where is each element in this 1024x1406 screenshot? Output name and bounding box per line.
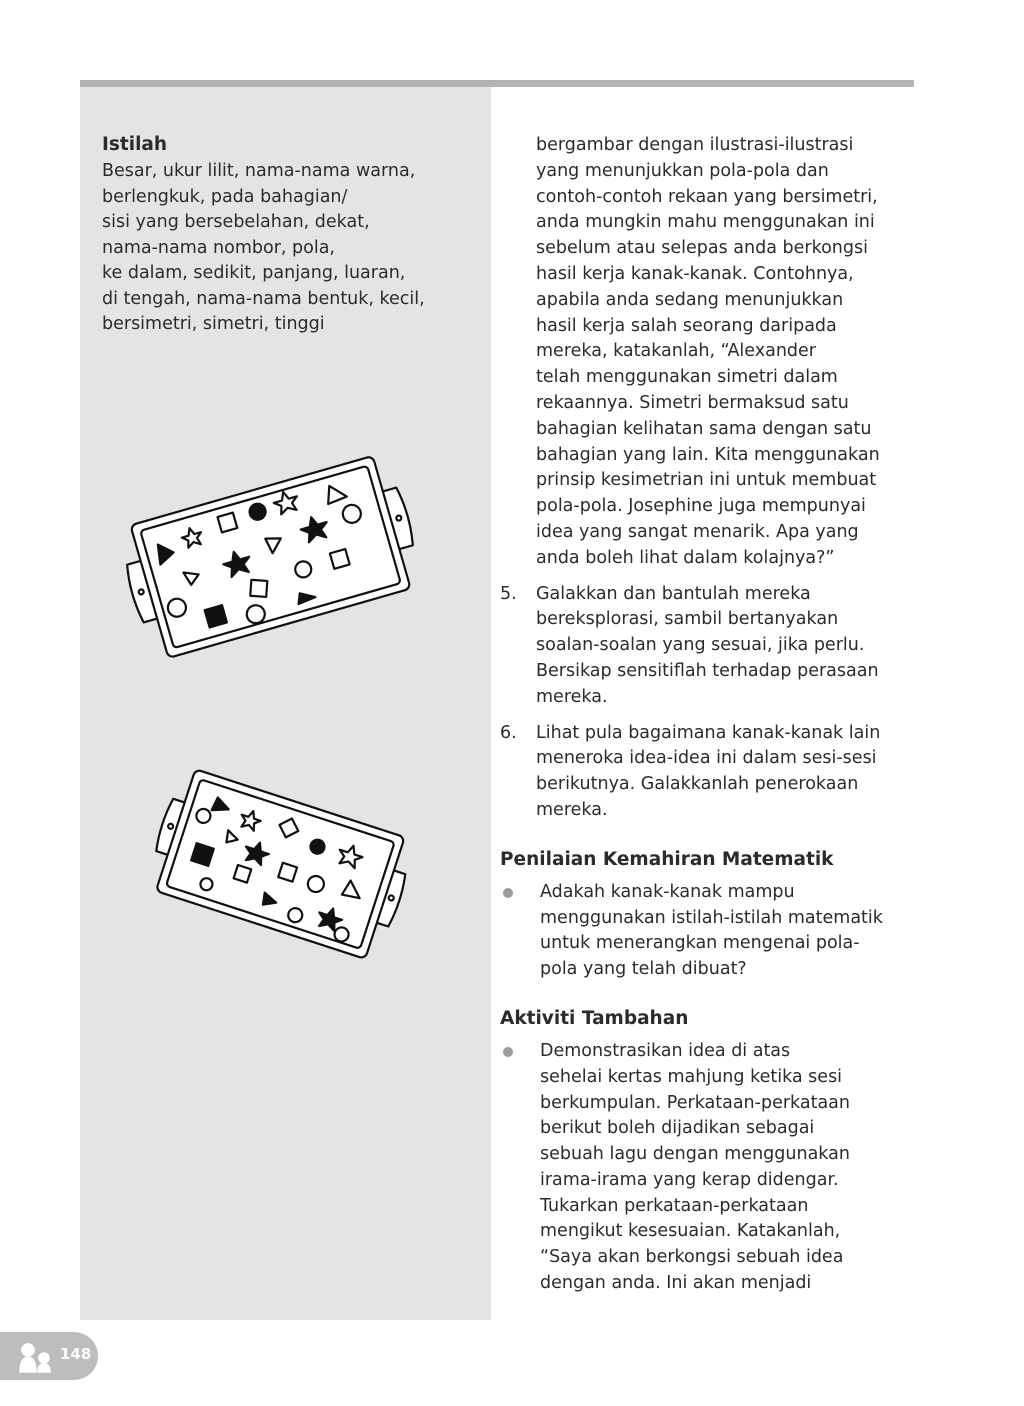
mascot-icon bbox=[14, 1338, 56, 1374]
istilah-box bbox=[102, 133, 482, 338]
bullet-dot-icon bbox=[500, 880, 540, 983]
continuation-paragraph: bergambar dengan ilustrasi-ilustrasi yang menunjukkan pola-pola dan contoh-contoh rekaan yang bersimetri, anda mungkin mahu menggunakan ini sebelum atau selepas anda berkongsi hasil kerja kanak-kanak. Contohnya, apabila anda sedang menunjukkan hasil kerja salah seorang daripada mereka, katakanlah, “Alexander telah menggunakan simetri dalam rekaannya. Simetri bermaksud satu bahagian kelihatan sama dengan satu bahagian yang lain. Kita menggunakan prinsip kesimetrian ini untuk membuat pola-pola. Josephine juga mempunyai idea yang sangat menarik. Apa yang anda boleh lihat dalam kolajnya?” bbox=[536, 135, 880, 568]
page-number: 148 bbox=[60, 1345, 92, 1363]
step-item bbox=[500, 721, 920, 824]
tray-illustration-top bbox=[120, 430, 420, 680]
step-item bbox=[500, 582, 920, 711]
bullet-dot-icon bbox=[500, 1039, 540, 1297]
tambahan-heading: Aktiviti Tambahan bbox=[500, 1007, 689, 1029]
bullet-text: Adakah kanak-kanak mampu menggunakan istilah-istilah matematik untuk menerangkan mengenai pola- pola yang telah dibuat? bbox=[540, 881, 883, 980]
istilah-heading: Istilah bbox=[102, 134, 168, 155]
step-number: 6. bbox=[500, 722, 517, 743]
right-column bbox=[500, 133, 920, 1297]
bullet-item bbox=[500, 880, 920, 983]
tray-illustration-bottom bbox=[150, 740, 410, 990]
penilaian-heading: Penilaian Kemahiran Matematik bbox=[500, 848, 834, 870]
top-rule bbox=[80, 80, 914, 87]
istilah-terms: Besar, ukur lilit, nama-nama warna, berlengkuk, pada bahagian/ sisi yang bersebelahan, dekat, nama-nama nombor, pola, ke dalam, sedikit, panjang, luaran, di tengah, nama-nama bentuk, kecil, bersimetri, simetri, tinggi bbox=[102, 161, 425, 334]
step-number: 5. bbox=[500, 583, 517, 604]
step-text: Galakkan dan bantulah mereka bereksplorasi, sambil bertanyakan soalan-soalan yang sesuai, jika perlu. Bersikap sensitiflah terhadap perasaan mereka. bbox=[536, 583, 879, 707]
bullet-item bbox=[500, 1039, 920, 1297]
bullet-text: Demonstrasikan idea di atas sehelai kertas mahjung ketika sesi berkumpulan. Perkataan-perkataan berikut boleh dijadikan sebagai sebuah lagu dengan menggunakan irama-irama yang kerap didengar. Tukarkan perkataan-perkataan mengikut kesesuaian. Katakanlah, “Saya akan berkongsi sebuah idea dengan anda. Ini akan menjadi bbox=[540, 1040, 850, 1294]
step-text: Lihat pula bagaimana kanak-kanak lain meneroka idea-idea ini dalam sesi-sesi berikutnya. Galakkanlah penerokaan mereka. bbox=[536, 722, 881, 820]
page-footer bbox=[0, 1332, 98, 1380]
